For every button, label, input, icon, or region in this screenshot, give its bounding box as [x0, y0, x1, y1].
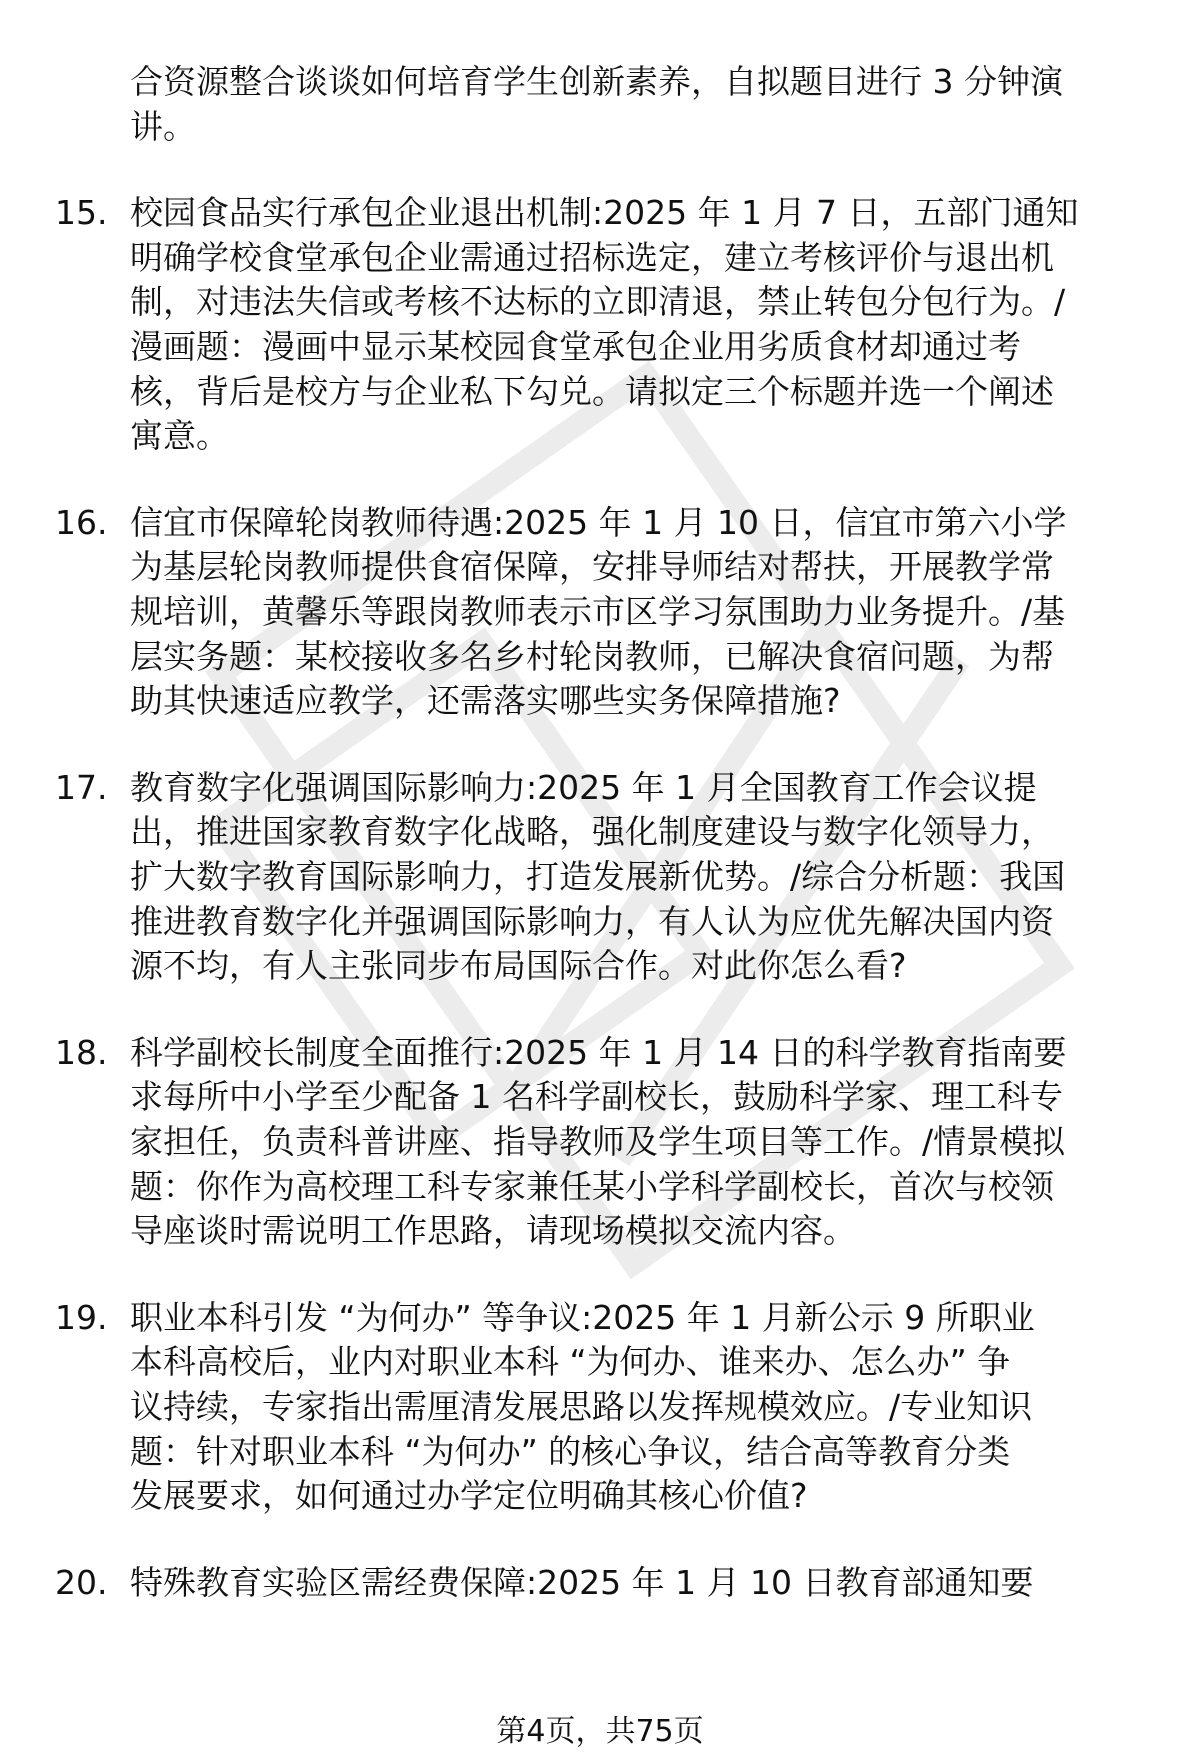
intro-text-line: 合资源整合谈谈如何培育学生创新素养，自拟题目进行 3 分钟演 [130, 62, 1063, 101]
question-text-line: 源不均，有人主张同步布局国际合作。对此你怎么看? [130, 946, 907, 986]
question-number: 20. [55, 1562, 108, 1602]
question-text-line: 教育数字化强调国际影响力:2025 年 1 月全国教育工作会议提 [130, 767, 1037, 807]
question-text-line: 核，背后是校方与企业私下勾兑。请拟定三个标题并选一个阐述 [130, 371, 1054, 411]
question-text-line: 职业本科引发 “为何办” 等争议:2025 年 1 月新公示 9 所职业 [130, 1297, 1035, 1337]
question-text-line: 校园食品实行承包企业退出机制:2025 年 1 月 7 日，五部门通知 [130, 193, 1079, 233]
question-number: 16. [55, 502, 108, 542]
question-text-line: 制，对违法失信或考核不达标的立即清退，禁止转包分包行为。/ [130, 282, 1066, 322]
question-text-line: 明确学校食堂承包企业需通过招标选定，建立考核评价与退出机 [130, 237, 1054, 277]
question-text-line: 求每所中小学至少配备 1 名科学副校长，鼓励科学家、理工科专 [130, 1077, 1063, 1117]
question-text-line: 题：你作为高校理工科专家兼任某小学科学副校长，首次与校领 [130, 1166, 1054, 1206]
question-text-line: 层实务题：某校接收多名乡村轮岗教师，已解决食宿问题，为帮 [130, 636, 1054, 676]
page-number-footer: 第4页，共75页 [496, 1714, 704, 1749]
question-text-line: 家担任，负责科普讲座、指导教师及学生项目等工作。/情景模拟 [130, 1122, 1066, 1161]
question-text-line: 本科高校后，业内对职业本科 “为何办、谁来办、怎么办” 争 [130, 1342, 1011, 1382]
question-text-line: 漫画题：漫画中显示某校园食堂承包企业用劣质食材却通过考 [130, 327, 1021, 366]
question-text-line: 助其快速适应教学，还需落实哪些实务保障措施? [130, 681, 841, 721]
question-text-line: 科学副校长制度全面推行:2025 年 1 月 14 日的科学教育指南要 [130, 1032, 1067, 1072]
question-text-line: 规培训，黄馨乐等跟岗教师表示市区学习氛围助力业务提升。/基 [130, 592, 1066, 631]
question-number: 19. [55, 1297, 108, 1337]
question-text-line: 寓意。 [130, 416, 229, 456]
question-number: 17. [55, 767, 108, 807]
question-text-line: 推进教育数字化并强调国际影响力，有人认为应优先解决国内资 [130, 901, 1054, 941]
question-text-line: 扩大数字教育国际影响力，打造发展新优势。/综合分析题：我国 [130, 857, 1066, 896]
question-text-line: 题：针对职业本科 “为何办” 的核心争议，结合高等教育分类 [130, 1431, 1011, 1471]
question-text-line: 议持续，专家指出需厘清发展思路以发挥规模效应。/专业知识 [130, 1387, 1033, 1426]
question-text-line: 出，推进国家教育数字化战略，强化制度建设与数字化领导力， [130, 812, 1054, 852]
question-text-line: 为基层轮岗教师提供食宿保障，安排导师结对帮扶，开展教学常 [130, 547, 1054, 587]
question-text-line: 特殊教育实验区需经费保障:2025 年 1 月 10 日教育部通知要 [130, 1562, 1034, 1602]
question-number: 18. [55, 1032, 108, 1072]
intro-text-line: 讲。 [130, 106, 196, 146]
question-text-line: 导座谈时需说明工作思路，请现场模拟交流内容。 [130, 1211, 856, 1251]
question-text-line: 信宜市保障轮岗教师待遇:2025 年 1 月 10 日，信宜市第六小学 [130, 502, 1067, 542]
question-text-line: 发展要求，如何通过办学定位明确其核心价值? [130, 1476, 808, 1516]
question-number: 15. [55, 193, 108, 233]
